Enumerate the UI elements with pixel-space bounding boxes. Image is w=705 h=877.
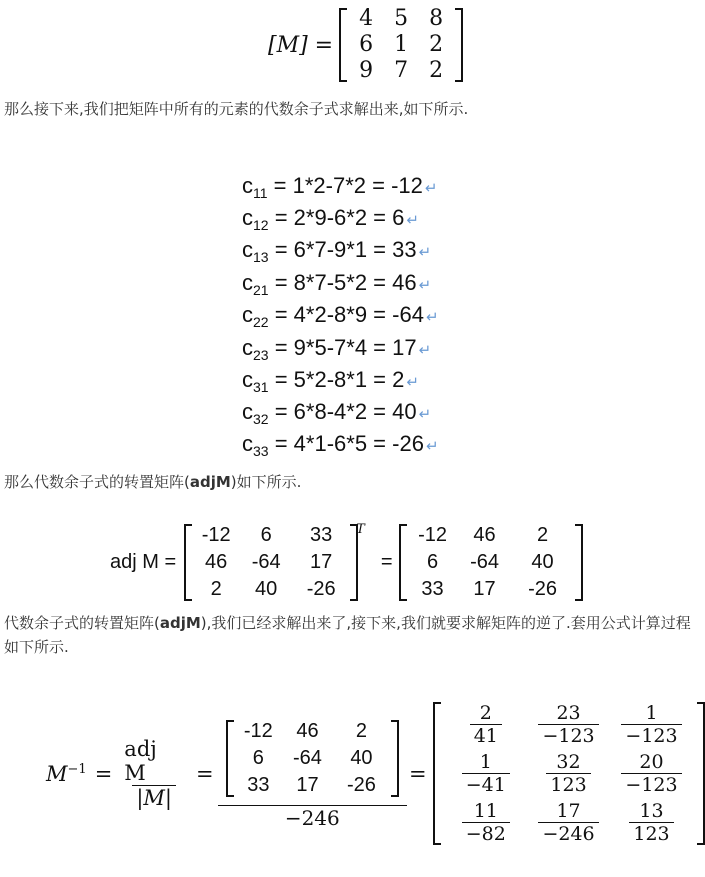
result-matrix: $\frac{2}{41}$ $\frac{23}{-123}$ $\frac{1}{-123}$ $\frac{1}{-41}$ $\frac{32}{123}$ $\frac{20}{-123}$ $\frac{11}{-82}$ $\frac{17}{-246}$ $\frac{13}{123}$ bbox=[433, 700, 705, 847]
matrix-cell: 8 bbox=[429, 6, 444, 31]
cofactor-line: $c_{22} = 4*2-8*9 = -64$ ↵ bbox=[242, 302, 439, 330]
adj-left-matrix: -12 6 33 46 -64 17 2 40 -26 bbox=[184, 522, 358, 603]
matrix-cell: 6 bbox=[359, 32, 374, 57]
matrix-cell: 5 bbox=[394, 6, 409, 31]
equals-sign: = bbox=[380, 551, 393, 573]
cofactor-line: $c_{33} = 4*1-6*5 = -26$ ↵ bbox=[242, 431, 439, 459]
return-icon: ↵ bbox=[425, 438, 439, 455]
paragraph-intro: 那么接下来,我们把矩阵中所有的元素的代数余子式求解出来,如下所示. bbox=[4, 100, 469, 118]
matrix-m-label: [M] = bbox=[268, 32, 334, 58]
adj-label: adj M = bbox=[110, 551, 177, 573]
matrix-cell: 2 bbox=[429, 32, 444, 57]
cofactor-line: $c_{13} = 6*7-9*1 = 33$ ↵ bbox=[242, 237, 432, 265]
transpose-mark: T bbox=[356, 522, 365, 537]
matrix-cell: 1 bbox=[394, 32, 409, 57]
return-icon: ↵ bbox=[418, 277, 432, 294]
cofactor-line: $c_{11} = 1*2-7*2 = -12$ ↵ bbox=[242, 173, 438, 201]
matrix-cell: 7 bbox=[394, 58, 409, 83]
return-icon: ↵ bbox=[418, 244, 432, 261]
cofactor-line: $c_{12} = 2*9-6*2 = 6$ ↵ bbox=[242, 205, 419, 233]
adj-over-det: $\frac{\text{adj M}}{|M|}$ bbox=[120, 737, 188, 810]
adj-right-matrix: -12 46 2 6 -64 40 33 17 -26 bbox=[399, 522, 583, 603]
cofactor-line: $c_{23} = 9*5-7*4 = 17$ ↵ bbox=[242, 335, 432, 363]
mid-matrix: -12 46 2 6 -64 40 33 17 -26 bbox=[226, 718, 399, 799]
matrix-cell: 9 bbox=[359, 58, 374, 83]
cofactor-line: $c_{32} = 6*8-4*2 = 40$ ↵ bbox=[242, 399, 432, 427]
inverse-lhs: $M^{-1}$ bbox=[46, 761, 87, 786]
return-icon: ↵ bbox=[425, 309, 439, 326]
return-icon: ↵ bbox=[406, 212, 419, 229]
inverse-equation: $M^{-1}$ = $\frac{\text{adj M}}{|M|}$ = -12 46 2 6 -64 40 33 17 -26 −246 = $\frac{2}{41}$ $\frac{23}{-123}$ $\frac{1}{-123}$ $\frac{1}{-41}$ $\frac{32}{123}$ $\frac{20}{-123}$ $\frac{11}{-82}$ $\frac{17}{-246}$ $\frac{13}{123}$ bbox=[46, 700, 705, 847]
return-icon: ↵ bbox=[424, 180, 438, 197]
paragraph-adj: 那么代数余子式的转置矩阵(adjM)如下所示. bbox=[4, 473, 302, 491]
paragraph-inverse: 代数余子式的转置矩阵(adjM),我们已经求解出来了,接下来,我们就要求解矩阵的逆了.套用公式计算过程如下所示. bbox=[4, 614, 691, 656]
adj-equation bbox=[110, 522, 583, 603]
return-icon: ↵ bbox=[406, 374, 419, 391]
cofactor-line: $c_{21} = 8*7-5*2 = 46$ ↵ bbox=[242, 270, 432, 298]
matrix-cell: 4 bbox=[359, 6, 374, 31]
matrix-over-det: -12 46 2 6 -64 40 33 17 -26 −246 bbox=[222, 718, 403, 830]
cofactor-line: $c_{31} = 5*2-8*1 = 2$ ↵ bbox=[242, 367, 419, 395]
return-icon: ↵ bbox=[418, 342, 432, 359]
matrix-m bbox=[339, 6, 463, 84]
return-icon: ↵ bbox=[418, 406, 432, 423]
matrix-cell: 2 bbox=[429, 58, 444, 83]
matrix-m-equation bbox=[268, 6, 463, 84]
